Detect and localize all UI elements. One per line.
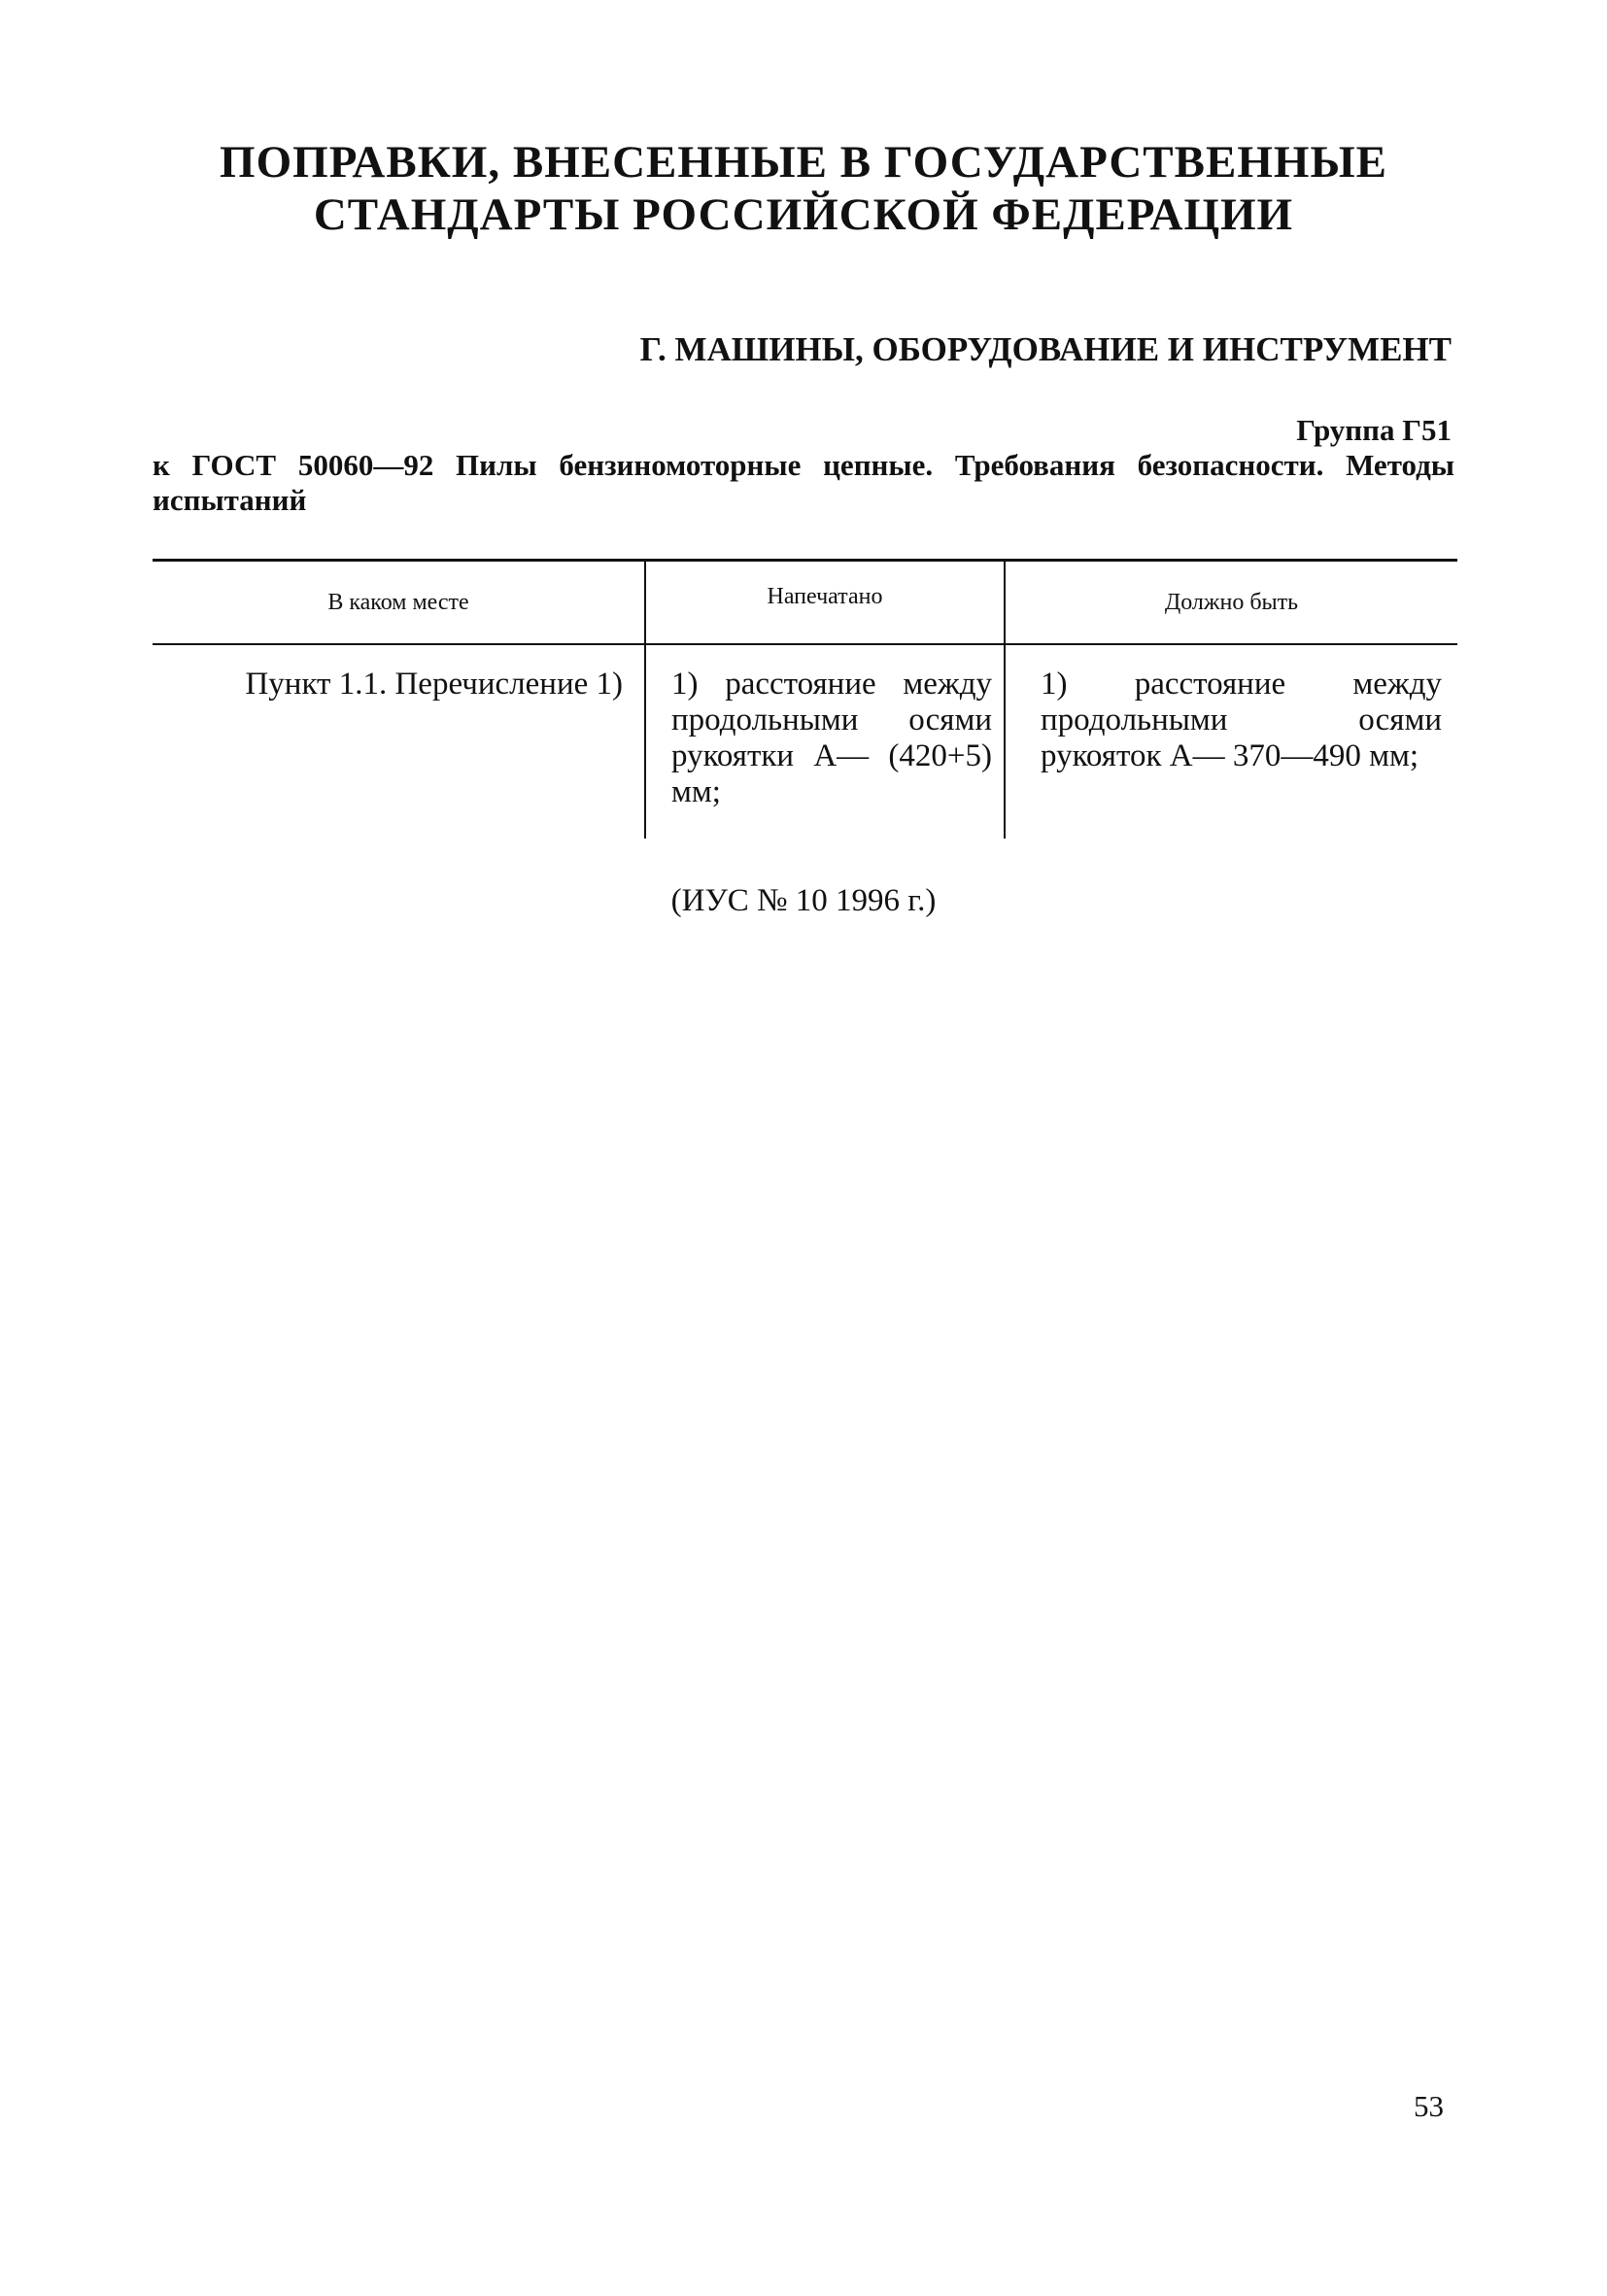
cell-place: Пункт 1.1. Перечисление 1) (245, 667, 623, 702)
group-label: Группа Г51 (1296, 413, 1452, 447)
header-printed: Напечатано (645, 562, 1005, 644)
header-should-be: Должно быть (1005, 562, 1457, 644)
corrections-table-grid (153, 562, 1457, 839)
title-line-2: СТАНДАРТЫ РОССИЙСКОЙ ФЕДЕРАЦИИ (313, 189, 1294, 240)
page-title (0, 136, 1607, 241)
title-line-1: ПОПРАВКИ, ВНЕСЕННЫЕ В ГОСУДАРСТВЕННЫЕ (220, 137, 1387, 188)
cell-should-be: 1) расстояние между продольными осями рукояток А— 370—490 мм; (1005, 644, 1457, 839)
standard-reference: к ГОСТ 50060—92 Пилы бензиномоторные цепные. Требования безопасности. Методы испытаний (153, 448, 1454, 517)
corrections-table (153, 559, 1457, 839)
header-place: В каком месте (153, 562, 645, 644)
page-number: 53 (1414, 2089, 1444, 2123)
table-row (153, 644, 1457, 839)
table-header-row (153, 562, 1457, 644)
source-note: (ИУС № 10 1996 г.) (670, 883, 937, 918)
section-title: Г. МАШИНЫ, ОБОРУДОВАНИЕ И ИНСТРУМЕНТ (639, 330, 1452, 368)
cell-printed: 1) расстояние между продольными осями рукоятки А— (420+5) мм; (645, 644, 1005, 839)
